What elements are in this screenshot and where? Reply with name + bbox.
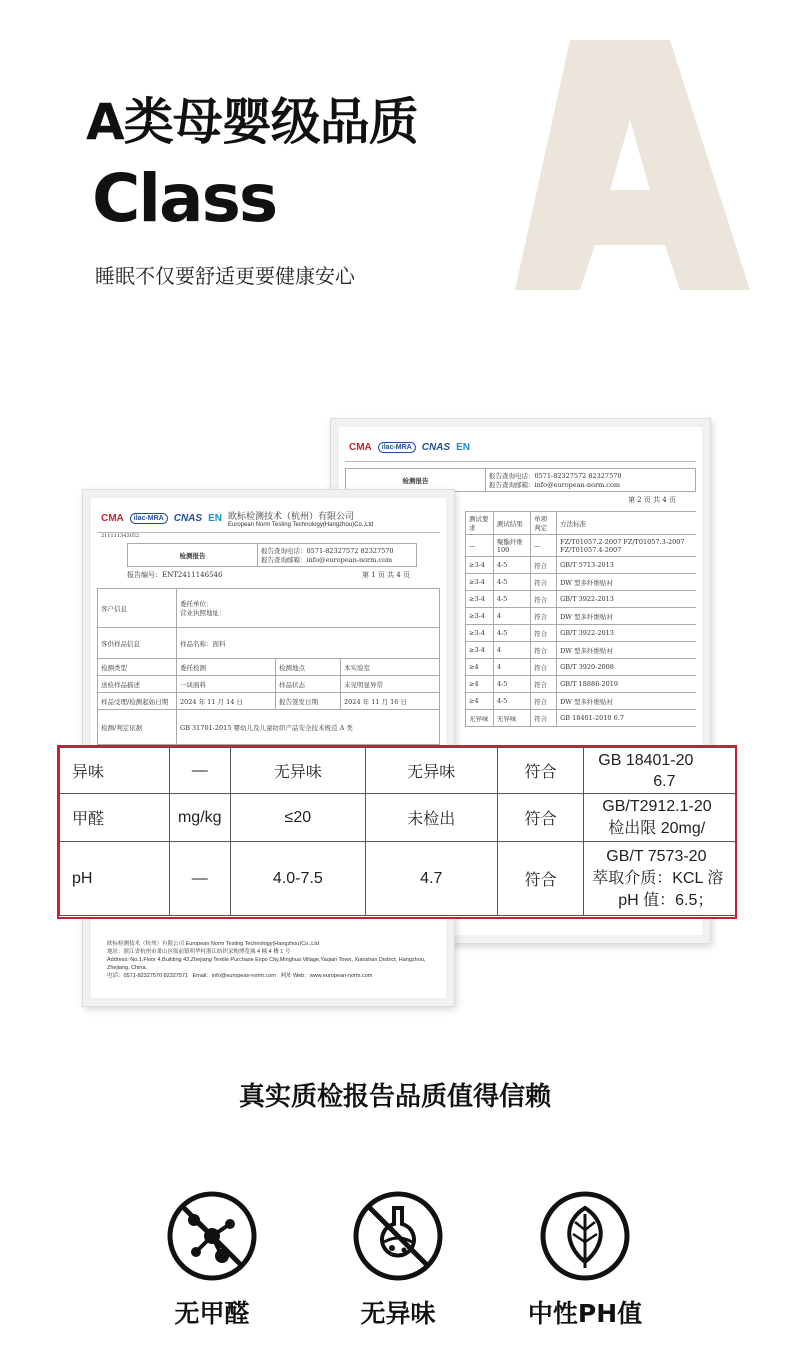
table-row bbox=[466, 625, 697, 642]
report-footer bbox=[107, 940, 440, 980]
cell-value: GB 31701-2015 婴幼儿及儿童纺织产品安全技术规范 A 类 bbox=[177, 710, 440, 745]
res-cell: 4 bbox=[493, 608, 530, 625]
std-cell: DW 型多纤维贴衬 bbox=[557, 574, 696, 591]
item-cell: 异味 bbox=[60, 748, 170, 794]
cnas-logo: CNAS bbox=[173, 512, 203, 524]
judge-cell: 符合 bbox=[531, 574, 557, 591]
no-formaldehyde-icon bbox=[166, 1190, 258, 1282]
table-row bbox=[466, 535, 697, 557]
cell-label: 样品受理/检测起始日期 bbox=[98, 693, 177, 710]
table-row bbox=[466, 557, 697, 574]
col-header: 测试结果 bbox=[493, 512, 530, 535]
std-cell: DW 型多纤维贴衬 bbox=[557, 642, 696, 659]
col-header: 方法标准 bbox=[557, 512, 696, 535]
judge-cell: 符合 bbox=[531, 693, 557, 710]
report-phone: 报告查询电话：0571-82327572 82327570 bbox=[489, 472, 622, 480]
std-cell: GB/T 18886-2019 bbox=[557, 676, 696, 693]
std-cell: GB/T 3922-2013 bbox=[557, 625, 696, 642]
cell-label: 客供样品信息 bbox=[98, 628, 177, 659]
table-row bbox=[466, 608, 697, 625]
req-cell: ≥3-4 bbox=[466, 625, 494, 642]
std-cell: GB 18401-2010 6.7 bbox=[557, 710, 696, 727]
table-row bbox=[466, 574, 697, 591]
standard-line: GB 18401-20 bbox=[598, 751, 694, 769]
cma-logo: CMA bbox=[349, 441, 372, 453]
res-cell: 4 bbox=[493, 642, 530, 659]
item-cell: 甲醛 bbox=[60, 794, 170, 842]
cell-value: 本实验室 bbox=[341, 659, 440, 676]
standard-line: 萃取介质：KCL 溶 bbox=[592, 869, 724, 887]
unit-cell: — bbox=[169, 842, 231, 916]
company-name: 欧标检测技术（杭州）有限公司 bbox=[227, 511, 354, 522]
judge-cell: 符合 bbox=[531, 642, 557, 659]
res-cell: 4-5 bbox=[493, 693, 530, 710]
cell-value: 2024 年 11 月 14 日 bbox=[177, 693, 276, 710]
requirement-cell: ≤20 bbox=[231, 794, 366, 842]
highlighted-results-table bbox=[57, 745, 737, 919]
report-title: 检测报告 bbox=[128, 544, 258, 567]
res-cell: 无异味 bbox=[493, 710, 530, 727]
result-cell: 4.7 bbox=[365, 842, 497, 916]
footer-address: 地址：浙江省杭州市萧山区衙前镇明华村浙江纺织采购博览城 4 幢 4 楼 1 号 bbox=[107, 949, 291, 955]
cell-value: 委托单位： bbox=[180, 600, 213, 608]
neutral-ph-icon bbox=[539, 1190, 631, 1282]
report-info-table bbox=[97, 588, 440, 745]
report-number: 报告编号：ENT2411146546 bbox=[127, 571, 223, 579]
cell-label: 送检样品描述 bbox=[98, 676, 177, 693]
cell-value: 未见明显异常 bbox=[341, 676, 440, 693]
cell-label: 检测地点 bbox=[275, 659, 340, 676]
std-cell: GB/T 3922-2013 bbox=[557, 591, 696, 608]
col-header: 单项判定 bbox=[531, 512, 557, 535]
req-cell: ≥3-4 bbox=[466, 574, 494, 591]
cell-label: 样品状态 bbox=[275, 676, 340, 693]
cell-value: 样品名称：面料 bbox=[177, 628, 440, 659]
cell-value: 一块面料 bbox=[177, 676, 276, 693]
standard-cell bbox=[584, 748, 737, 794]
table-row bbox=[466, 642, 697, 659]
requirement-cell: 无异味 bbox=[231, 748, 366, 794]
report-title: 检测报告 bbox=[346, 469, 486, 492]
unit-cell: mg/kg bbox=[169, 794, 231, 842]
big-letter-a bbox=[500, 40, 770, 300]
page-title-en: Class bbox=[92, 160, 277, 237]
judge-cell: — bbox=[531, 535, 557, 557]
standard-line: 检出限 20mg/ bbox=[608, 819, 706, 837]
footer-website: 网址 Web：www.european-norm.com bbox=[280, 973, 373, 979]
report-phone: 报告查询电话：0571-82327572 82327570 bbox=[261, 547, 394, 555]
judge-cell: 符合 bbox=[531, 676, 557, 693]
judge-cell: 符合 bbox=[531, 591, 557, 608]
footer-company: 欧标检测技术（杭州）有限公司 European Norm Testing Technology(Hangzhou)Co.,Ltd bbox=[107, 941, 319, 947]
company-name-en: European Norm Testing Technology(Hangzhou)Co.,Ltd bbox=[227, 521, 374, 528]
res-cell: 4-5 bbox=[493, 676, 530, 693]
judge-cell: 符合 bbox=[531, 557, 557, 574]
res-cell: 4-5 bbox=[493, 574, 530, 591]
std-cell: GB/T 3920-2008 bbox=[557, 659, 696, 676]
report-logo-row bbox=[97, 504, 440, 533]
report-email: 报告查询邮箱：info@european-norm.com bbox=[261, 556, 393, 564]
res-cell: 4-5 bbox=[493, 625, 530, 642]
standard-line: 6.7 bbox=[653, 772, 676, 790]
judgement-cell: 符合 bbox=[497, 748, 583, 794]
req-cell: ≥3-4 bbox=[466, 642, 494, 659]
table-row bbox=[466, 693, 697, 710]
no-odor-icon bbox=[352, 1190, 444, 1282]
req-cell: ≥4 bbox=[466, 676, 494, 693]
cma-logo: CMA bbox=[101, 512, 124, 524]
item-cell: pH bbox=[60, 842, 170, 916]
col-header: 测试要求 bbox=[466, 512, 494, 535]
cell-label: 检测/判定依据 bbox=[98, 710, 177, 745]
standard-cell bbox=[584, 794, 737, 842]
feature-no-formaldehyde bbox=[152, 1190, 272, 1330]
std-cell: DW 型多纤维贴衬 bbox=[557, 608, 696, 625]
table-row bbox=[466, 676, 697, 693]
report-logo-row bbox=[345, 433, 696, 462]
cnas-logo: CNAS bbox=[421, 441, 451, 453]
standard-cell bbox=[584, 842, 737, 916]
footer-email: Email：info@european-norm.com bbox=[192, 973, 276, 979]
req-cell: ≥4 bbox=[466, 693, 494, 710]
requirement-cell: 4.0-7.5 bbox=[231, 842, 366, 916]
feature-label: 无异味 bbox=[360, 1299, 436, 1328]
judge-cell: 符合 bbox=[531, 608, 557, 625]
std-cell: DW 型多纤维贴衬 bbox=[557, 693, 696, 710]
judge-cell: 符合 bbox=[531, 710, 557, 727]
res-cell: 4 bbox=[493, 659, 530, 676]
req-cell: — bbox=[466, 535, 494, 557]
standard-line: GB/T 7573-20 bbox=[606, 847, 707, 865]
standard-line: pH 值：6.5； bbox=[618, 891, 714, 909]
res-cell: 4-5 bbox=[493, 557, 530, 574]
req-cell: 无异味 bbox=[466, 710, 494, 727]
standard-line: GB/T2912.1-20 bbox=[602, 797, 712, 815]
cell-value: 委托检测 bbox=[177, 659, 276, 676]
res-cell: 聚酯纤维 100 bbox=[493, 535, 530, 557]
ilac-logo: ilac-MRA bbox=[130, 513, 168, 524]
table-row bbox=[60, 794, 738, 842]
cell-value: 营业执照地址： bbox=[180, 609, 226, 617]
report-page-number: 第 2 页 共 4 页 bbox=[627, 496, 676, 504]
en-logo: EN bbox=[208, 512, 222, 524]
page-subtitle: 睡眠不仅要舒适更要健康安心 bbox=[95, 264, 355, 288]
std-cell: GB/T 5713-2013 bbox=[557, 557, 696, 574]
cell-label: 检测类型 bbox=[98, 659, 177, 676]
feature-label: 中性PH值 bbox=[527, 1299, 643, 1328]
report-page-number: 第 1 页 共 4 页 bbox=[361, 571, 410, 579]
cell-label: 报告签发日期 bbox=[275, 693, 340, 710]
table-row bbox=[60, 748, 738, 794]
feature-label: 无甲醛 bbox=[174, 1299, 250, 1328]
footer-address-en: Address: No.1,Floor 4,Building 43,Zhejiang Textile Purchase Expo City,Minghua Village,Yaqian Town, Xiaoshan District, Hangzhou, Zhejiang, China. bbox=[107, 957, 426, 971]
trust-caption: 真实质检报告品质值得信赖 bbox=[238, 1082, 551, 1112]
result-cell: 无异味 bbox=[365, 748, 497, 794]
en-logo: EN bbox=[456, 441, 470, 453]
feature-no-odor bbox=[338, 1190, 458, 1330]
cert-number: 211111343052 bbox=[101, 533, 140, 539]
judgement-cell: 符合 bbox=[497, 842, 583, 916]
table-row bbox=[466, 710, 697, 727]
result-cell: 未检出 bbox=[365, 794, 497, 842]
report-header-table bbox=[127, 543, 417, 567]
cell-value: 2024 年 11 月 16 日 bbox=[341, 693, 440, 710]
test-results-table bbox=[465, 511, 696, 727]
judgement-cell: 符合 bbox=[497, 794, 583, 842]
page-title: A类母婴级品质 bbox=[86, 93, 418, 151]
req-cell: ≥3-4 bbox=[466, 557, 494, 574]
table-row bbox=[60, 842, 738, 916]
footer-phone: 电话：0571-82327570 82327571 bbox=[107, 973, 189, 979]
ilac-logo: ilac-MRA bbox=[378, 442, 416, 453]
table-row bbox=[466, 659, 697, 676]
req-cell: ≥4 bbox=[466, 659, 494, 676]
res-cell: 4-5 bbox=[493, 591, 530, 608]
req-cell: ≥3-4 bbox=[466, 591, 494, 608]
std-cell: FZ/T01057.2-2007 FZ/T01057.3-2007 FZ/T01057.4-2007 bbox=[557, 535, 696, 557]
report-email: 报告查询邮箱：info@european-norm.com bbox=[489, 481, 621, 489]
feature-neutral-ph bbox=[525, 1190, 645, 1330]
unit-cell: — bbox=[169, 748, 231, 794]
judge-cell: 符合 bbox=[531, 659, 557, 676]
judge-cell: 符合 bbox=[531, 625, 557, 642]
report-header-table bbox=[345, 468, 696, 492]
req-cell: ≥3-4 bbox=[466, 608, 494, 625]
cell-label: 客户信息 bbox=[98, 589, 177, 628]
table-row bbox=[466, 591, 697, 608]
